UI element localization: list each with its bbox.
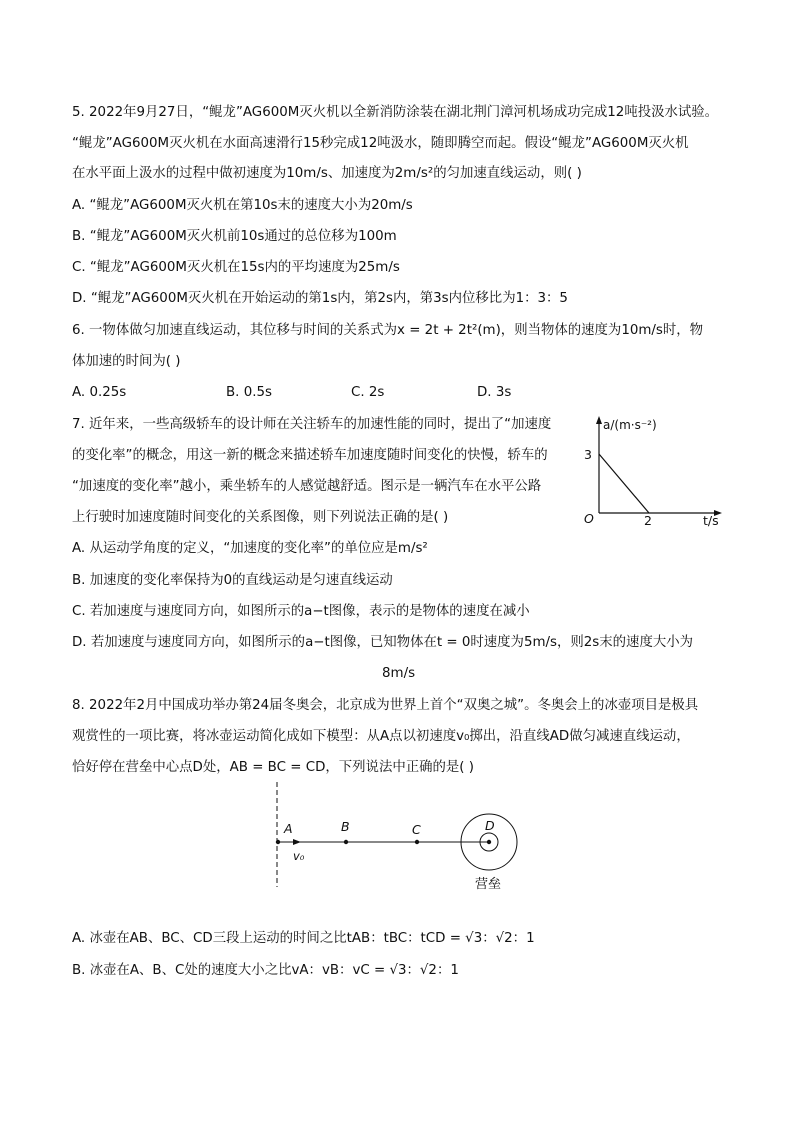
point-d — [487, 840, 491, 844]
q7-option-b: B. 加速度的变化率保持为0的直线运动是匀速直线运动 — [72, 573, 393, 588]
label-b: B — [341, 819, 350, 834]
q5-stem-line2: “鲲龙”AG600M灭火机在水面高速滑行15秒完成12吨汲水，随即腾空而起。假设“鲲龙”AG600M灭火机 — [72, 136, 689, 151]
graph-y-tick: 3 — [584, 447, 592, 462]
q5-stem-line3: 在水平面上汲水的过程中做初速度为10m/s、加速度为2m/s²的匀加速直线运动，则( ) — [72, 166, 582, 181]
q5-option-a: A. “鲲龙”AG600M灭火机在第10s末的速度大小为20m/s — [72, 198, 413, 213]
q8-option-b: B. 冰壶在A、B、C处的速度大小之比vA：vB：vC = √3：√2：1 — [72, 963, 459, 978]
q5-option-c: C. “鲲龙”AG600M灭火机在15s内的平均速度为25m/s — [72, 260, 400, 275]
q7-option-c: C. 若加速度与速度同方向，如图所示的a−t图像，表示的是物体的速度在减小 — [72, 604, 530, 619]
q8-option-a: A. 冰壶在AB、BC、CD三段上运动的时间之比tAB：tBC：tCD = √3：√2：1 — [72, 931, 535, 946]
label-v0: v₀ — [293, 849, 305, 863]
label-a: A — [284, 821, 293, 836]
point-c — [415, 840, 419, 844]
q6-option-d: D. 3s — [477, 385, 512, 400]
graph-y-label: a/(m·s⁻²) — [603, 418, 657, 432]
q7-stem-line1: 7. 近年来，一些高级轿车的设计师在关注轿车的加速性能的同时，提出了“加速度 — [72, 417, 552, 432]
q7-option-d: D. 若加速度与速度同方向，如图所示的a−t图像，已知物体在t = 0时速度为5m/s，则2s末的速度大小为 — [72, 635, 694, 650]
q7-stem-line2: 的变化率”的概念，用这一新的概念来描述轿车加速度随时间变化的快慢，轿车的 — [72, 448, 548, 463]
q6-option-c: C. 2s — [351, 385, 385, 400]
point-a — [276, 840, 280, 844]
q5-option-d: D. “鲲龙”AG600M灭火机在开始运动的第1s内，第2s内，第3s内位移比为1：3：5 — [72, 291, 568, 306]
q7-option-d-cont: 8m/s — [382, 666, 416, 681]
graph-data-line — [599, 454, 649, 513]
q8-stem-line1: 8. 2022年2月中国成功举办第24届冬奥会，北京成为世界上首个“双奥之城”。冬奥会上的冰壶项目是极具 — [72, 698, 699, 713]
diagram-v0-arrow — [293, 839, 301, 845]
q6-stem-line2: 体加速的时间为( ) — [72, 354, 181, 369]
q8-stem-line3: 恰好停在营垒中心点D处，AB = BC = CD，下列说法中正确的是( ) — [72, 760, 474, 775]
q7-acceleration-time-graph — [578, 408, 728, 533]
graph-x-tick: 2 — [644, 513, 652, 528]
q8-stem-line2: 观赏性的一项比赛，将冰壶运动简化成如下模型：从A点以初速度v₀掷出，沿直线AD做匀减速直线运动， — [72, 729, 690, 744]
q6-option-a: A. 0.25s — [72, 385, 127, 400]
q8-curling-diagram — [260, 780, 530, 895]
q6-option-b: B. 0.5s — [226, 385, 272, 400]
q7-option-a: A. 从运动学角度的定义，“加速度的变化率”的单位应是m/s² — [72, 541, 428, 556]
graph-y-arrow — [596, 416, 602, 424]
q7-stem-line3: “加速度的变化率”越小，乘坐轿车的人感觉越舒适。图示是一辆汽车在水平公路 — [72, 479, 542, 494]
q7-stem-line4: 上行驶时加速度随时间变化的关系图像，则下列说法正确的是( ) — [72, 510, 449, 525]
q5-stem-line1: 5. 2022年9月27日，“鲲龙”AG600M灭火机以全新消防涂装在湖北荆门漳河机场成功完成12吨投汲水试验。 — [72, 105, 719, 120]
q5-option-b: B. “鲲龙”AG600M灭火机前10s通过的总位移为100m — [72, 229, 397, 244]
graph-x-label: t/s — [703, 513, 719, 528]
label-d: D — [485, 818, 495, 833]
q6-stem-line1: 6. 一物体做匀加速直线运动，其位移与时间的关系式为x = 2t + 2t²(m)，则当物体的速度为10m/s时，物 — [72, 323, 704, 338]
point-b — [344, 840, 348, 844]
label-c: C — [412, 822, 421, 837]
graph-origin: O — [584, 511, 594, 526]
label-house: 营垒 — [475, 877, 502, 892]
